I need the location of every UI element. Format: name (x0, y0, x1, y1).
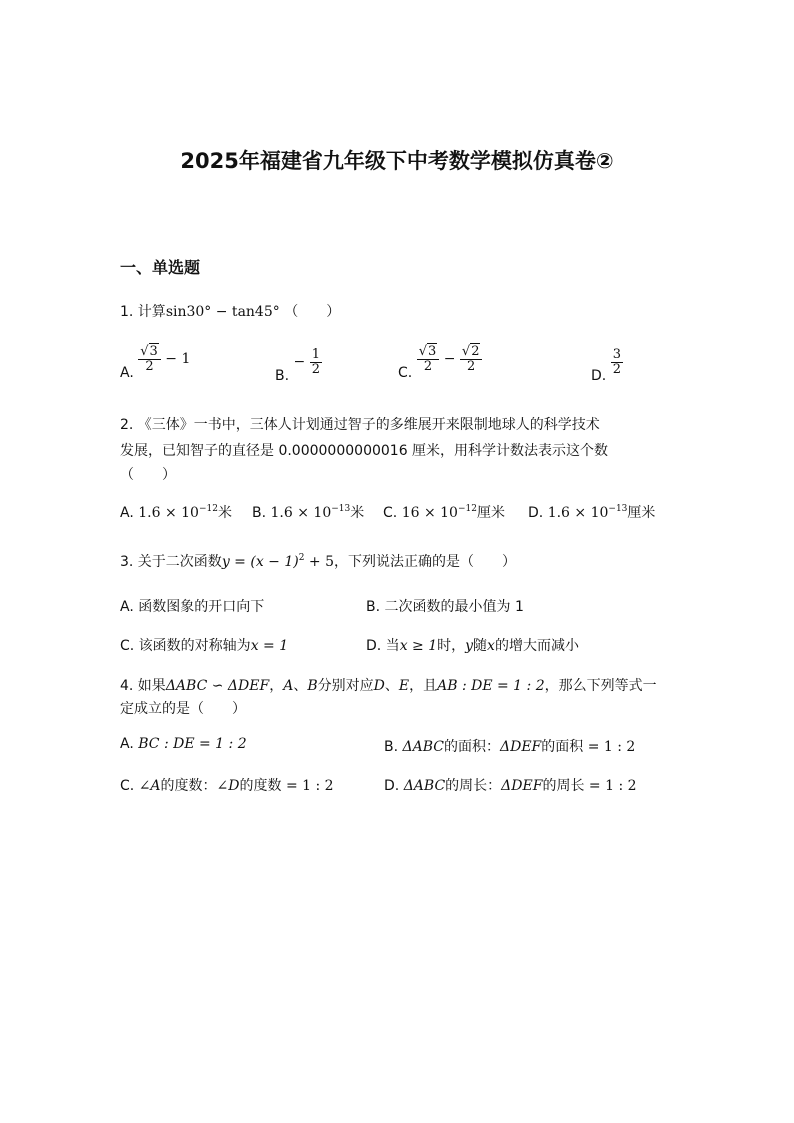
q1-c-label: C. (398, 365, 413, 382)
section-heading: 一、单选题 (120, 258, 201, 277)
q3-d-mid2: 随 (473, 638, 488, 654)
q4-option-b[interactable] (384, 736, 635, 756)
q4-c-label: C. (120, 778, 135, 794)
q4-option-d[interactable] (384, 775, 637, 795)
q3-c-text: C. 该函数的对称轴为 (120, 638, 251, 654)
q3-option-d[interactable] (366, 635, 579, 655)
q3-suffix: ，下列说法正确的是（ ） (334, 554, 516, 570)
q4-c-m1: ∠A (138, 778, 161, 794)
q4-b-t1: 的面积： (444, 739, 500, 755)
q4-m1: ΔABC ∽ ΔDEF (165, 678, 270, 694)
q1-c-minus: − (443, 351, 456, 368)
question-4-line-2: 定成立的是（ ） (120, 701, 246, 717)
q1-d-num: 3 (612, 347, 621, 362)
q2-line-1: 2. 《三体》一书中，三体人计划通过智子的多维展开来限制地球人的科学技术 (120, 417, 600, 433)
q2-b-base: 1.6 × 10 (270, 505, 332, 521)
q3-function-tail: + 5 (304, 554, 334, 570)
q4-c-t2: 的度数 (239, 778, 282, 794)
q4-d-m1: ΔABC (403, 778, 446, 794)
q1-b-label: B. (275, 368, 290, 385)
q2-b-label: B. (252, 505, 267, 521)
q3-d-x: x (487, 638, 495, 654)
q1-c-fraction-1: $\frac{√3}{2}$ (417, 345, 440, 373)
q1-option-c[interactable] (398, 345, 482, 381)
q4-option-c[interactable] (120, 775, 334, 795)
q3-option-a[interactable]: A. 函数图象的开口向下 (120, 599, 265, 615)
q3-option-c[interactable] (120, 635, 288, 655)
q4-a-label: A. (120, 736, 134, 752)
q2-option-d[interactable] (528, 502, 655, 522)
q4-p3: 、 (293, 678, 308, 694)
q2-c-exp: −12 (457, 504, 477, 514)
q3-d-prefix: D. 当 (366, 638, 400, 654)
q1-c-den1: 2 (423, 358, 433, 374)
q3-d-math: x ≥ 1 (399, 638, 438, 654)
q2-option-b[interactable] (252, 502, 364, 522)
q2-line-3: （ ） (120, 467, 176, 483)
q1-option-a[interactable] (120, 345, 190, 381)
q1-option-d[interactable] (591, 348, 623, 384)
q2-c-unit: 厘米 (476, 505, 505, 521)
q4-m3: B (307, 678, 318, 694)
q1-b-den: 2 (311, 361, 320, 377)
q1-c-fraction-2: $\frac{√2}{2}$ (460, 345, 483, 373)
q3-function-exp: 2 (298, 553, 305, 563)
q4-a-math: BC : DE = 1 : 2 (138, 736, 247, 752)
q4-p4: 分别对应 (317, 678, 374, 694)
q2-a-label: A. (120, 505, 134, 521)
q2-option-a[interactable] (120, 502, 232, 522)
q1-b-sign: − (293, 354, 306, 371)
q1-option-b[interactable] (275, 348, 322, 384)
q1-a-tail: − 1 (165, 351, 191, 368)
q4-b-m1: ΔABC (402, 739, 444, 755)
q2-option-c[interactable] (383, 502, 505, 522)
q4-d-t2: 的周长 (542, 778, 585, 794)
q4-m5: E (398, 678, 410, 694)
page-title: 2025年福建省九年级下中考数学模拟仿真卷② (180, 149, 614, 173)
q1-a-fraction: $\frac{√3}{2}$ (138, 345, 161, 373)
question-3-stem (120, 551, 516, 571)
q2-a-base: 1.6 × 10 (138, 505, 199, 521)
q1-c-num1: 3 (427, 344, 437, 359)
q2-d-exp: −13 (608, 504, 628, 514)
q4-b-m2: ΔDEF (500, 739, 542, 755)
q3-option-b[interactable]: B. 二次函数的最小值为 1 (366, 599, 524, 615)
q2-d-label: D. (528, 505, 544, 521)
q4-b-t2: 的面积 (541, 739, 584, 755)
q3-d-y: y (465, 638, 474, 654)
q4-c-m3: = 1 : 2 (281, 778, 334, 794)
q2-d-unit: 厘米 (627, 505, 656, 521)
q1-d-fraction (611, 348, 623, 376)
q4-p7: ，那么下列等式一 (544, 678, 657, 694)
q1-a-label: A. (120, 365, 134, 382)
q1-prefix: 1. 计算 (120, 304, 166, 320)
q4-m4: D (373, 678, 385, 694)
q4-p2: ， (269, 678, 284, 694)
q2-c-label: C. (383, 505, 398, 521)
q2-d-base: 1.6 × 10 (547, 505, 609, 521)
q4-p1: 4. 如果 (120, 678, 166, 694)
q1-c-num2: 2 (471, 344, 480, 359)
q4-option-a[interactable] (120, 736, 247, 752)
q4-d-t1: 的周长： (445, 778, 502, 794)
q2-b-exp: −13 (331, 504, 351, 514)
q4-c-m2: ∠D (216, 778, 240, 794)
q4-c-t1: 的度数： (160, 778, 217, 794)
q4-d-label: D. (384, 778, 400, 794)
question-1-stem (120, 301, 340, 321)
q1-paren: （ ） (284, 304, 341, 320)
q3-prefix: 3. 关于二次函数 (120, 554, 222, 570)
q4-p6: ，且 (409, 678, 438, 694)
q1-d-den: 2 (612, 361, 621, 377)
q4-m2: A (283, 678, 294, 694)
q3-c-math: x = 1 (250, 638, 289, 654)
q2-line-2: 发展，已知智子的直径是 0.0000000000016 厘米，用科学计数法表示这个数 (120, 443, 609, 459)
q3-d-mid: 时， (437, 638, 466, 654)
q2-a-exp: −12 (198, 504, 218, 514)
q4-b-label: B. (384, 739, 399, 755)
q2-b-unit: 米 (350, 505, 365, 521)
q3-d-suffix: 的增大而减小 (494, 638, 579, 654)
q4-d-m3: = 1 : 2 (584, 778, 637, 794)
q4-b-m3: = 1 : 2 (583, 739, 636, 755)
q3-function: y = (x − 1) (221, 554, 299, 570)
q1-a-den: 2 (145, 358, 154, 374)
q2-a-unit: 米 (217, 505, 232, 521)
q1-b-num: 1 (311, 347, 320, 362)
q1-expression: sin30° − tan45° (165, 304, 280, 320)
q4-m6: AB : DE = 1 : 2 (437, 678, 545, 694)
q4-p5: 、 (384, 678, 399, 694)
q1-a-num: 3 (149, 344, 158, 359)
question-4-line-1 (120, 675, 657, 695)
q1-b-fraction (310, 348, 322, 376)
q1-d-label: D. (591, 368, 607, 385)
q1-c-den2: 2 (467, 358, 476, 374)
q4-d-m2: ΔDEF (501, 778, 543, 794)
q2-c-base: 16 × 10 (401, 505, 458, 521)
